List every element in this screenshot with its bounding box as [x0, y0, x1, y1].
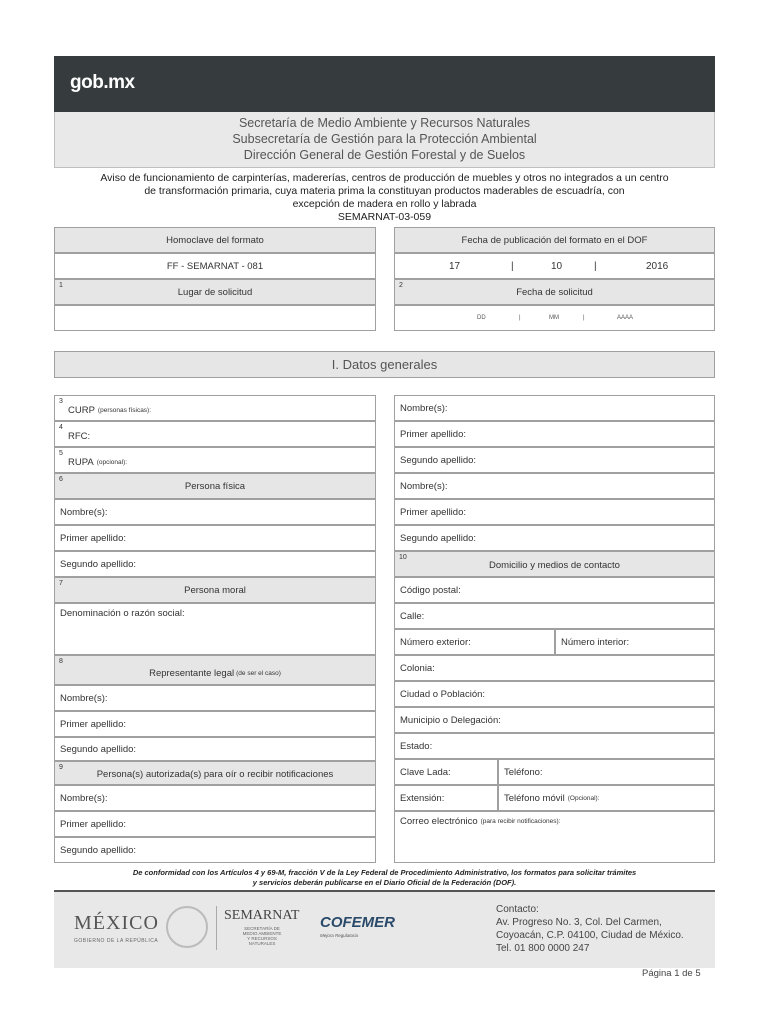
cofemer-logo: COFEMER: [320, 914, 395, 931]
field-number: 6: [59, 476, 63, 483]
curp-note: (personas físicas):: [97, 406, 152, 414]
cofemer-logo-subtitle: Mejora Regulatoria: [320, 933, 359, 938]
semarnat-logo-subtitle: [234, 926, 290, 946]
national-seal-icon: [166, 906, 208, 948]
movil-note: (Opcional):: [567, 794, 600, 802]
gob-mx-logo: gob.mx: [70, 72, 135, 93]
field-number: 5: [59, 450, 63, 457]
homoclave-value: FF - SEMARNAT - 081: [54, 253, 376, 279]
semarnat-sub-line-2: MEDIO AMBIENTE: [242, 931, 282, 936]
fecha-solicitud-label: Fecha de solicitud: [516, 286, 593, 298]
rupa-field[interactable]: [54, 447, 376, 473]
rfc-label: RFC:: [68, 430, 91, 442]
r-primer-apellido-field-1[interactable]: Primer apellido:: [394, 421, 715, 447]
field-number: 4: [59, 424, 63, 431]
sol-sep-1: |: [519, 315, 521, 321]
field-number: 8: [59, 658, 63, 665]
colonia-field[interactable]: Colonia:: [394, 655, 715, 681]
dd-hint: DD: [477, 315, 486, 321]
field-number: 3: [59, 398, 63, 405]
pa-segundo-apellido-field[interactable]: Segundo apellido:: [54, 837, 376, 863]
r-segundo-apellido-field-1[interactable]: Segundo apellido:: [394, 447, 715, 473]
correo-label: Correo electrónico: [400, 816, 478, 827]
persona-fisica-header: [54, 473, 376, 499]
persona-moral-header: [54, 577, 376, 603]
sol-sep-2: |: [583, 315, 585, 321]
lugar-header: [54, 279, 376, 305]
legal-line-2: y servicios deberán publicarse en el Diario Oficial de la Federación (DOF).: [252, 878, 517, 887]
description-line-2: de transformación primaria, cuya materia prima la constituyan productos maderables de escuadría, con: [144, 185, 625, 197]
mm-hint: MM: [549, 315, 559, 321]
field-number: 2: [399, 282, 403, 289]
fecha-publicacion-label: Fecha de publicación del formato en el DOF: [394, 227, 715, 253]
codigo-postal-field[interactable]: Código postal:: [394, 577, 715, 603]
field-number: 1: [59, 282, 63, 289]
pf-primer-apellido-field[interactable]: Primer apellido:: [54, 525, 376, 551]
fecha-solicitud-header: [394, 279, 715, 305]
agency-line-3: Dirección General de Gestión Forestal y de Suelos: [243, 148, 526, 162]
mexico-logo-subtitle: GOBIERNO DE LA REPÚBLICA: [74, 938, 159, 944]
r-segundo-apellido-field-2[interactable]: Segundo apellido:: [394, 525, 715, 551]
field-number: 10: [399, 554, 407, 561]
r-primer-apellido-field-2[interactable]: Primer apellido:: [394, 499, 715, 525]
field-number: 9: [59, 764, 63, 771]
legal-notice: [54, 868, 715, 888]
estado-field[interactable]: Estado:: [394, 733, 715, 759]
clave-lada-field[interactable]: Clave Lada:: [394, 759, 498, 785]
fecha-publicacion-value: [394, 253, 715, 279]
section-datos-generales: I. Datos generales: [54, 351, 715, 378]
r-nombre-field-2[interactable]: Nombre(s):: [394, 473, 715, 499]
header-bar: [54, 56, 715, 112]
fecha-solicitud-input[interactable]: [394, 305, 715, 331]
persona-autorizada-header: [54, 761, 376, 785]
agency-line-2: Subsecretaría de Gestión para la Protección Ambiental: [232, 132, 537, 146]
semarnat-sub-line-3: Y RECURSOS NATURALES: [247, 936, 277, 946]
persona-moral-label: Persona moral: [184, 584, 246, 596]
form-code: SEMARNAT-03-059: [337, 211, 432, 223]
description-line-3: excepción de madera en rollo y labrada: [292, 198, 477, 210]
extension-field[interactable]: Extensión:: [394, 785, 498, 811]
curp-field[interactable]: [54, 395, 376, 421]
domicilio-label: Domicilio y medios de contacto: [489, 560, 620, 571]
representante-legal-label: Representante legal: [149, 667, 235, 679]
movil-label: Teléfono móvil: [504, 792, 565, 804]
numero-interior-field[interactable]: Número interior:: [555, 629, 715, 655]
footer: [54, 890, 715, 968]
pub-month: 10: [551, 260, 563, 272]
logo-divider: [216, 906, 217, 950]
description-line-1: Aviso de funcionamiento de carpinterías, madererías, centros de producción de muebles y otros no integrados a un centro: [100, 172, 669, 184]
telefono-movil-field[interactable]: [498, 785, 715, 811]
municipio-field[interactable]: Municipio o Delegación:: [394, 707, 715, 733]
rl-primer-apellido-field[interactable]: Primer apellido:: [54, 711, 376, 737]
ciudad-field[interactable]: Ciudad o Población:: [394, 681, 715, 707]
pa-primer-apellido-field[interactable]: Primer apellido:: [54, 811, 376, 837]
page-number: Página 1 de 5: [642, 968, 701, 979]
legal-line-1: De conformidad con los Artículos 4 y 69-M, fracción V de la Ley Federal de Procedimiento Administrativo, los formatos para solicitar trámites: [132, 868, 637, 877]
pf-segundo-apellido-field[interactable]: Segundo apellido:: [54, 551, 376, 577]
persona-fisica-label: Persona física: [184, 480, 246, 492]
mexico-logo: MÉXICO: [74, 912, 159, 934]
lugar-input[interactable]: [54, 305, 376, 331]
pub-year: 2016: [646, 260, 669, 272]
rl-segundo-apellido-field[interactable]: Segundo apellido:: [54, 737, 376, 761]
contact-line-3: Tel. 01 800 0000 247: [496, 943, 590, 954]
persona-autorizada-label: Persona(s) autorizada(s) para oír o recibir notificaciones: [96, 768, 334, 780]
pub-day: 17: [449, 260, 461, 272]
aaaa-hint: AAAA: [617, 315, 634, 321]
numero-exterior-field[interactable]: Número exterior:: [394, 629, 555, 655]
curp-label: CURP: [68, 404, 95, 416]
form-description: [54, 172, 715, 224]
rfc-field[interactable]: [54, 421, 376, 447]
rupa-note: (opcional):: [96, 458, 128, 466]
representante-legal-note: (de ser el caso): [236, 669, 281, 677]
contact-title: Contacto:: [496, 904, 539, 915]
lugar-label: Lugar de solicitud: [177, 286, 253, 298]
contact-line-2: Coyoacán, C.P. 04100, Ciudad de México.: [496, 930, 684, 941]
denominacion-field[interactable]: Denominación o razón social:: [54, 603, 376, 655]
homoclave-label: Homoclave del formato: [54, 227, 376, 253]
field-number: 7: [59, 580, 63, 587]
calle-field[interactable]: Calle:: [394, 603, 715, 629]
domicilio-header: [394, 551, 715, 577]
agency-title-box: [54, 112, 715, 168]
telefono-field[interactable]: Teléfono:: [498, 759, 715, 785]
semarnat-sub-line-1: SECRETARÍA DE: [244, 926, 280, 931]
agency-line-1: Secretaría de Medio Ambiente y Recursos Naturales: [238, 116, 531, 130]
pub-sep-2: |: [594, 260, 597, 272]
representante-legal-header: [54, 655, 376, 685]
correo-field[interactable]: [394, 811, 715, 863]
rupa-label: RUPA: [68, 456, 94, 468]
correo-note: (para recibir notificaciones):: [480, 818, 561, 825]
pub-sep-1: |: [511, 260, 514, 272]
pf-nombre-field[interactable]: Nombre(s):: [54, 499, 376, 525]
r-nombre-field-1[interactable]: Nombre(s):: [394, 395, 715, 421]
rl-nombre-field[interactable]: Nombre(s):: [54, 685, 376, 711]
contact-line-1: Av. Progreso No. 3, Col. Del Carmen,: [496, 917, 662, 928]
contact-info: [496, 903, 684, 955]
semarnat-logo: SEMARNAT: [224, 908, 300, 923]
pa-nombre-field[interactable]: Nombre(s):: [54, 785, 376, 811]
